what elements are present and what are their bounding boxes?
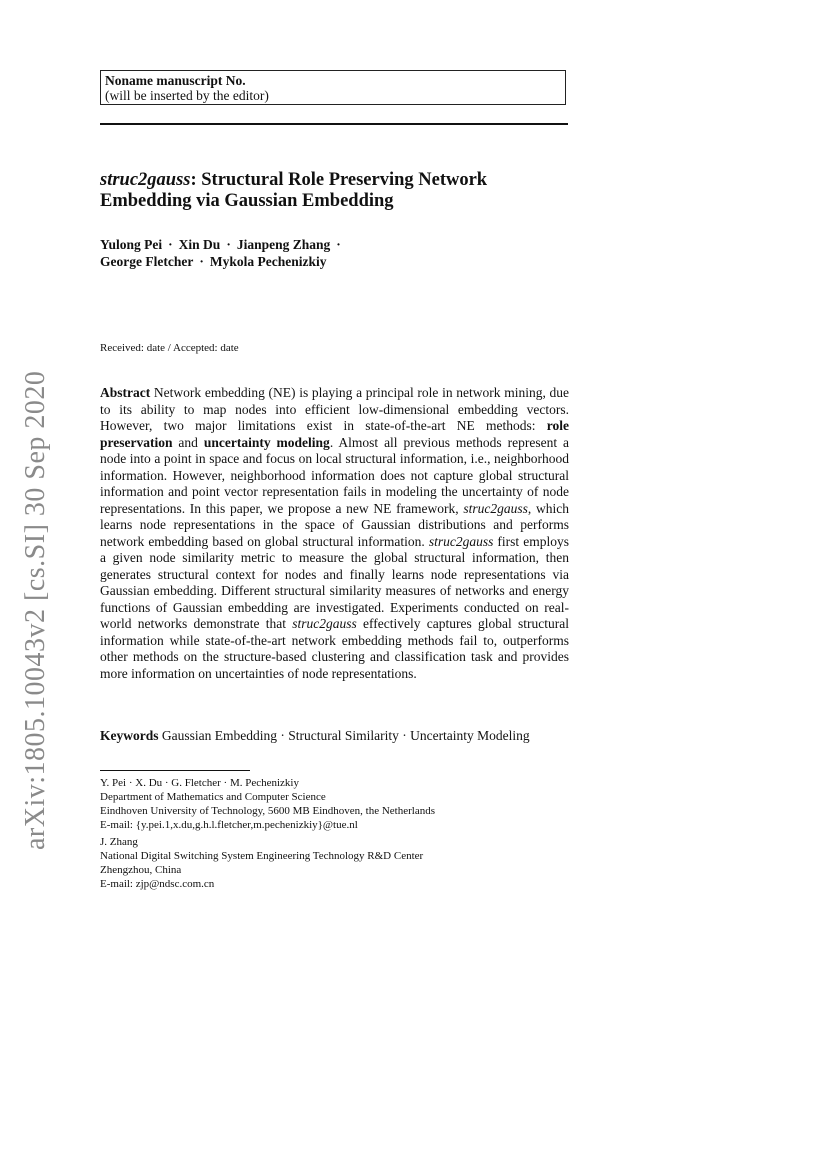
manuscript-header-box: [100, 70, 566, 105]
paper-title: [100, 170, 570, 212]
affiliation-block: [100, 776, 570, 832]
author-separator: ·: [336, 237, 341, 252]
abstract-method-name: struc2gauss: [463, 500, 528, 516]
author-name: Xin Du: [178, 237, 221, 252]
affiliation-block: [100, 835, 570, 891]
author-line-1: [100, 236, 570, 253]
author-name: George Fletcher: [100, 254, 194, 269]
title-line1-rest: : Structural Role Preserving Network: [190, 170, 488, 190]
author-line-2: [100, 253, 570, 270]
abstract-text: . Almost all previous methods represent a node into a point in space and focus on local structural information, i.e., neighborhood information. However, neighborhood information does not capture global structural information and point vector representation fails in modeling the uncertainty of node representations. In this paper, we propose a new NE framework,: [100, 434, 569, 516]
affiliation-line: Department of Mathematics and Computer Science: [100, 791, 326, 803]
affiliation-line: J. Zhang: [100, 836, 138, 848]
abstract: [100, 385, 569, 682]
keywords-text: Gaussian Embedding · Structural Similarity · Uncertainty Modeling: [158, 728, 530, 743]
affiliation-email: E-mail: {y.pei.1,x.du,g.h.l.fletcher,m.pechenizkiy}@tue.nl: [100, 819, 358, 831]
affiliation-line: Y. Pei · X. Du · G. Fletcher · M. Pechenizkiy: [100, 777, 299, 789]
abstract-method-name: struc2gauss: [428, 533, 494, 549]
received-date: Received: date / Accepted: date: [100, 342, 239, 354]
footnote-rule: [100, 770, 250, 771]
abstract-emphasis: uncertainty modeling: [203, 434, 330, 450]
keywords: [100, 728, 569, 745]
abstract-text: , which learns node representations in the space of Gaussian distributions and performs network embedding based on global structural information.: [100, 500, 569, 549]
author-separator: ·: [168, 237, 173, 252]
author-name: Jianpeng Zhang: [236, 237, 331, 252]
affiliation-line: National Digital Switching System Engineering Technology R&D Center: [100, 850, 424, 862]
affiliation-line: Zhengzhou, China: [100, 864, 182, 876]
author-name: Mykola Pechenizkiy: [209, 254, 327, 269]
arxiv-identifier-stamp: arXiv:1805.10043v2 [cs.SI] 30 Sep 2020: [20, 370, 51, 850]
abstract-method-name: struc2gauss: [292, 616, 357, 631]
manuscript-number: Noname manuscript No.: [105, 73, 246, 88]
abstract-heading: Abstract: [100, 385, 151, 400]
keywords-heading: Keywords: [100, 728, 159, 743]
author-list: [100, 236, 570, 270]
title-line2: Embedding via Gaussian Embedding: [100, 191, 394, 211]
author-separator: ·: [199, 254, 204, 269]
author-separator: ·: [226, 237, 231, 252]
abstract-text: effectively captures global structural information while state-of-the-art network embedding methods fail to, outperforms other methods on the structure-based clustering and classification task and provides more information on uncertainties of node representations.: [100, 616, 569, 681]
header-rule: [100, 123, 568, 125]
author-name: Yulong Pei: [100, 237, 163, 252]
abstract-emphasis: role preservation: [100, 418, 569, 450]
title-method-name: struc2gauss: [100, 170, 191, 190]
editor-note: (will be inserted by the editor): [105, 88, 269, 103]
abstract-text: and: [172, 434, 204, 450]
affiliation-email: E-mail: zjp@ndsc.com.cn: [100, 878, 215, 890]
abstract-text: first employs a given node similarity metric to measure the global structural information, then generates structural context for nodes and finally learns node representations via Gaussian embedding. Different structural similarity measures of networks and energy functions of Gaussian embedding are investigated. Experiments conducted on real-world networks demonstrate that: [100, 533, 570, 631]
abstract-text: Network embedding (NE) is playing a principal role in network mining, due to its ability to map nodes into efficient low-dimensional embedding vectors. However, two major limitations exist in state-of-the-art NE methods:: [100, 385, 569, 433]
affiliation-line: Eindhoven University of Technology, 5600 MB Eindhoven, the Netherlands: [100, 805, 435, 817]
